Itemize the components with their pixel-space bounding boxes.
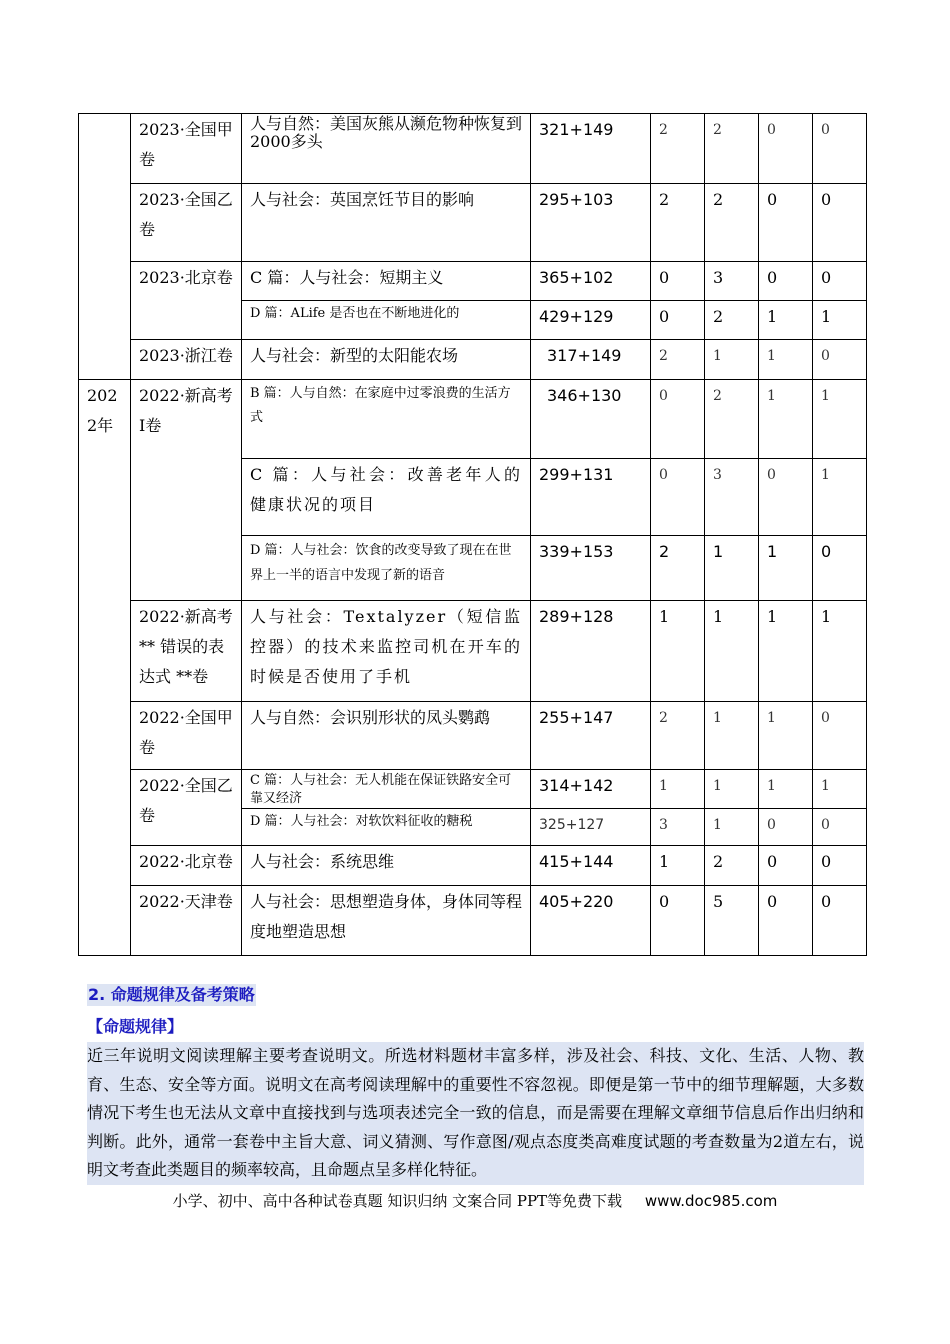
count-cell: 2 — [651, 114, 705, 184]
page-footer — [0, 1190, 950, 1212]
count-cell: 1 — [651, 770, 705, 809]
paper-cell: 2022·新高考** 错误的表达式 **卷 — [131, 601, 242, 702]
count-cell: 2 — [705, 380, 759, 459]
paper-cell: 2022·北京卷 — [131, 846, 242, 886]
count-cell: 3 — [705, 459, 759, 536]
count-cell: 1 — [813, 459, 867, 536]
count-cell: 1 — [759, 536, 813, 601]
count-cell: 0 — [813, 809, 867, 846]
count-cell: 2 — [651, 702, 705, 770]
word-count-cell: 255+147 — [531, 702, 651, 770]
count-cell: 0 — [759, 459, 813, 536]
count-cell: 0 — [813, 340, 867, 380]
paper-cell: 2023·北京卷 — [131, 262, 242, 340]
topic-cell: 人与社会：系统思维 — [242, 846, 531, 886]
paper-cell: 2023·浙江卷 — [131, 340, 242, 380]
rule-paragraph: 近三年说明文阅读理解主要考查说明文。所选材料题材丰富多样，涉及社会、科技、文化、生活、人物、教育、生态、安全等方面。说明文在高考阅读理解中的重要性不容忽视。即便是第一节中的细节理解题，大多数情况下考生也无法从文章中直接找到与选项表述完全一致的信息，而是需要在理解文章细节信息后作出归纳和判断。此外，通常一套卷中主旨大意、词义猜测、写作意图/观点态度类高难度试题的考查数量为2道左右，说明文考查此类题目的频率较高，且命题点呈多样化特征。 — [87, 1042, 864, 1185]
count-cell: 0 — [813, 702, 867, 770]
word-count-cell: 405+220 — [531, 886, 651, 956]
word-count-cell: 325+127 — [531, 809, 651, 846]
count-cell: 2 — [705, 301, 759, 340]
word-count-cell: 299+131 — [531, 459, 651, 536]
count-cell: 0 — [759, 809, 813, 846]
topic-cell: C 篇：人与社会：短期主义 — [242, 262, 531, 301]
count-cell: 0 — [651, 459, 705, 536]
table-row — [79, 262, 867, 301]
count-cell: 1 — [705, 770, 759, 809]
count-cell: 1 — [813, 380, 867, 459]
paper-cell: 2023·全国乙卷 — [131, 184, 242, 262]
count-cell: 1 — [705, 340, 759, 380]
word-count-cell: 346+130 — [531, 380, 651, 459]
year-cell: 2022年 — [79, 380, 131, 956]
count-cell: 1 — [705, 536, 759, 601]
exam-analysis-table — [78, 113, 867, 956]
count-cell: 1 — [651, 846, 705, 886]
count-cell: 5 — [705, 886, 759, 956]
count-cell: 1 — [759, 601, 813, 702]
count-cell: 2 — [705, 846, 759, 886]
topic-cell: B 篇：人与自然：在家庭中过零浪费的生活方式 — [242, 380, 531, 459]
count-cell: 0 — [651, 262, 705, 301]
word-count-cell: 289+128 — [531, 601, 651, 702]
word-count-cell: 365+102 — [531, 262, 651, 301]
topic-cell: 人与社会：思想塑造身体，身体同等程度地塑造思想 — [242, 886, 531, 956]
word-count-cell: 415+144 — [531, 846, 651, 886]
topic-cell: 人与自然：美国灰熊从濒危物种恢复到2000多头 — [242, 114, 531, 184]
year-cell — [79, 114, 131, 380]
count-cell: 3 — [705, 262, 759, 301]
paper-cell: 2022·天津卷 — [131, 886, 242, 956]
word-count-cell: 317+149 — [531, 340, 651, 380]
word-count-cell: 429+129 — [531, 301, 651, 340]
count-cell: 1 — [705, 809, 759, 846]
count-cell: 0 — [813, 536, 867, 601]
footer-link[interactable]: www.doc985.com — [644, 1192, 778, 1210]
count-cell: 0 — [651, 380, 705, 459]
paper-cell: 2022·新高考I卷 — [131, 380, 242, 601]
paper-cell: 2022·全国甲卷 — [131, 702, 242, 770]
topic-cell: 人与自然：会识别形状的凤头鹦鹉 — [242, 702, 531, 770]
count-cell: 0 — [759, 114, 813, 184]
count-cell: 1 — [813, 601, 867, 702]
count-cell: 1 — [705, 601, 759, 702]
topic-cell: D 篇：人与社会：饮食的改变导致了现在在世界上一半的语言中发现了新的语音 — [242, 536, 531, 601]
table-row — [79, 770, 867, 809]
table-row — [79, 340, 867, 380]
topic-cell: D 篇：ALife 是否也在不断地进化的 — [242, 301, 531, 340]
count-cell: 1 — [759, 380, 813, 459]
table-row — [79, 846, 867, 886]
count-cell: 0 — [759, 846, 813, 886]
count-cell: 0 — [759, 886, 813, 956]
count-cell: 0 — [759, 184, 813, 262]
count-cell: 2 — [651, 536, 705, 601]
count-cell: 1 — [759, 301, 813, 340]
count-cell: 0 — [759, 262, 813, 301]
count-cell: 1 — [705, 702, 759, 770]
topic-cell: C 篇：人与社会：改善老年人的健康状况的项目 — [242, 459, 531, 536]
word-count-cell: 314+142 — [531, 770, 651, 809]
count-cell: 0 — [651, 301, 705, 340]
count-cell: 2 — [651, 184, 705, 262]
section-title: 2. 命题规律及备考策略 — [88, 985, 255, 1004]
count-cell: 1 — [651, 601, 705, 702]
count-cell: 2 — [705, 114, 759, 184]
table-row — [79, 601, 867, 702]
topic-cell: 人与社会：英国烹饪节目的影响 — [242, 184, 531, 262]
topic-cell: 人与社会：新型的太阳能农场 — [242, 340, 531, 380]
table-row — [79, 114, 867, 184]
count-cell: 2 — [705, 184, 759, 262]
count-cell: 3 — [651, 809, 705, 846]
count-cell: 0 — [813, 262, 867, 301]
count-cell: 0 — [813, 114, 867, 184]
count-cell: 0 — [813, 184, 867, 262]
count-cell: 1 — [759, 702, 813, 770]
footer-text: 小学、初中、高中各种试卷真题 知识归纳 文案合同 PPT等免费下载 — [172, 1192, 623, 1210]
count-cell: 0 — [813, 886, 867, 956]
count-cell: 1 — [759, 340, 813, 380]
count-cell: 1 — [759, 770, 813, 809]
table-row — [79, 702, 867, 770]
word-count-cell: 295+103 — [531, 184, 651, 262]
table-row — [79, 380, 867, 459]
count-cell: 2 — [651, 340, 705, 380]
word-count-cell: 321+149 — [531, 114, 651, 184]
count-cell: 1 — [813, 770, 867, 809]
table-row — [79, 886, 867, 956]
paper-cell: 2023·全国甲卷 — [131, 114, 242, 184]
topic-cell: D 篇：人与社会：对软饮料征收的糖税 — [242, 809, 531, 846]
count-cell: 1 — [813, 301, 867, 340]
topic-cell: 人与社会：Textalyzer（短信监控器）的技术来监控司机在开车的时候是否使用了手机 — [242, 601, 531, 702]
table-row — [79, 184, 867, 262]
word-count-cell: 339+153 — [531, 536, 651, 601]
rule-heading: 【命题规律】 — [87, 1017, 184, 1036]
topic-cell: C 篇：人与社会：无人机能在保证铁路安全可靠又经济 — [242, 770, 531, 809]
count-cell: 0 — [813, 846, 867, 886]
paper-cell: 2022·全国乙卷 — [131, 770, 242, 846]
count-cell: 0 — [651, 886, 705, 956]
